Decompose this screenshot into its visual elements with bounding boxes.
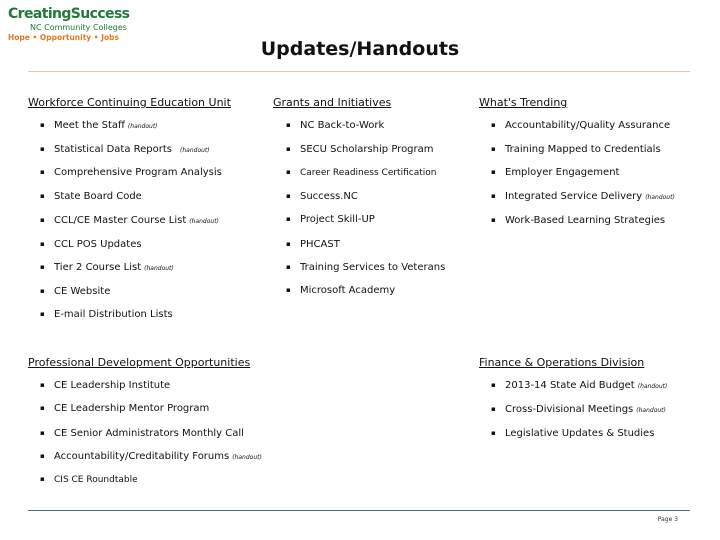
list-item: ▪ CE Leadership Mentor Program xyxy=(40,403,210,414)
bullet-icon: ▪ xyxy=(40,287,45,295)
bullet-icon: ▪ xyxy=(40,240,45,248)
list-item: ▪ Microsoft Academy xyxy=(286,285,396,296)
list-item: ▪ CIS CE Roundtable xyxy=(40,475,138,485)
bullet-icon: ▪ xyxy=(491,216,496,224)
bullet-icon: ▪ xyxy=(40,429,45,437)
trending-heading: What's Trending xyxy=(479,96,568,109)
workforce-heading: Workforce Continuing Education Unit xyxy=(28,96,231,109)
list-item: ▪ Cross-Divisional Meetings (handout) xyxy=(491,404,666,415)
list-item: ▪ Work-Based Learning Strategies xyxy=(491,215,666,226)
bullet-icon: ▪ xyxy=(491,145,496,153)
handout-note: (handout) xyxy=(127,123,158,130)
list-item: ▪ Employer Engagement xyxy=(491,167,620,178)
handout-note: (handout) xyxy=(232,454,262,461)
bullet-icon: ▪ xyxy=(286,121,291,129)
bullet-icon: ▪ xyxy=(286,240,291,248)
list-item: ▪ SECU Scholarship Program xyxy=(286,144,434,155)
list-item: ▪ Meet the Staff (handout) xyxy=(40,120,158,131)
bullet-icon: ▪ xyxy=(40,263,45,271)
bullet-icon: ▪ xyxy=(40,475,45,483)
bullet-icon: ▪ xyxy=(40,216,45,224)
bullet-icon: ▪ xyxy=(40,452,45,460)
list-item: ▪ Career Readiness Certification xyxy=(286,168,437,178)
bullet-icon: ▪ xyxy=(491,168,496,176)
logo-tagline: Hope • Opportunity • Jobs xyxy=(8,33,119,42)
handout-note: (handout) xyxy=(636,407,666,414)
bullet-icon: ▪ xyxy=(40,121,45,129)
handout-note: (handout) xyxy=(637,383,668,390)
bullet-icon: ▪ xyxy=(40,381,45,389)
logo-title: CreatingSuccess xyxy=(8,6,130,22)
list-item: ▪ Training Services to Veterans xyxy=(286,262,446,273)
grants-heading: Grants and Initiatives xyxy=(273,96,392,109)
list-item: ▪ CE Leadership Institute xyxy=(40,380,171,391)
handout-note: (handout) xyxy=(645,194,675,201)
bullet-icon: ▪ xyxy=(40,404,45,412)
list-item: ▪ NC Back-to-Work xyxy=(286,120,385,131)
list-item: ▪ CCL POS Updates xyxy=(40,239,142,250)
logo-subtitle: NC Community Colleges xyxy=(30,23,127,32)
bullet-icon: ▪ xyxy=(491,121,496,129)
bullet-icon: ▪ xyxy=(286,168,291,176)
list-item: ▪ Statistical Data Reports (handout) xyxy=(40,144,210,155)
bullet-icon: ▪ xyxy=(491,405,496,413)
handout-note: (handout) xyxy=(180,147,210,154)
list-item: ▪ Accountability/Quality Assurance xyxy=(491,120,671,131)
bullet-icon: ▪ xyxy=(491,429,496,437)
bullet-icon: ▪ xyxy=(491,381,496,389)
list-item: ▪ CE Senior Administrators Monthly Call xyxy=(40,428,244,439)
bullet-icon: ▪ xyxy=(286,215,291,223)
page-title: Updates/Handouts xyxy=(260,38,460,60)
top-divider xyxy=(28,71,690,72)
list-item: ▪ Success.NC xyxy=(286,191,358,202)
list-item: ▪ CE Website xyxy=(40,286,111,297)
bullet-icon: ▪ xyxy=(286,145,291,153)
bullet-icon: ▪ xyxy=(40,310,45,318)
bullet-icon: ▪ xyxy=(40,192,45,200)
list-item: ▪ Comprehensive Program Analysis xyxy=(40,167,222,178)
finance-heading: Finance & Operations Division xyxy=(479,356,645,369)
list-item: ▪ Training Mapped to Credentials xyxy=(491,144,661,155)
list-item: ▪ PHCAST xyxy=(286,239,340,250)
list-item: ▪ Project Skill-UP xyxy=(286,214,375,225)
list-item: ▪ Integrated Service Delivery (handout) xyxy=(491,191,675,202)
bullet-icon: ▪ xyxy=(40,168,45,176)
handout-note: (handout) xyxy=(189,218,219,225)
bullet-icon: ▪ xyxy=(286,286,291,294)
list-item: ▪ Legislative Updates & Studies xyxy=(491,428,655,439)
list-item: ▪ CCL/CE Master Course List (handout) xyxy=(40,215,219,226)
bullet-icon: ▪ xyxy=(286,192,291,200)
page-number: Page 3 xyxy=(657,516,678,523)
list-item: ▪ Tier 2 Course List (handout) xyxy=(40,262,174,273)
list-item: ▪ State Board Code xyxy=(40,191,142,202)
list-item: ▪ 2013-14 State Aid Budget (handout) xyxy=(491,380,668,391)
bottom-divider xyxy=(28,510,690,511)
list-item: ▪ Accountability/Creditability Forums (handout) xyxy=(40,451,262,462)
bullet-icon: ▪ xyxy=(40,145,45,153)
bullet-icon: ▪ xyxy=(491,192,496,200)
professional-heading: Professional Development Opportunities xyxy=(28,356,251,369)
creating-success-logo xyxy=(8,6,130,42)
list-item: ▪ E-mail Distribution Lists xyxy=(40,309,173,320)
bullet-icon: ▪ xyxy=(286,263,291,271)
handout-note: (handout) xyxy=(144,265,174,272)
